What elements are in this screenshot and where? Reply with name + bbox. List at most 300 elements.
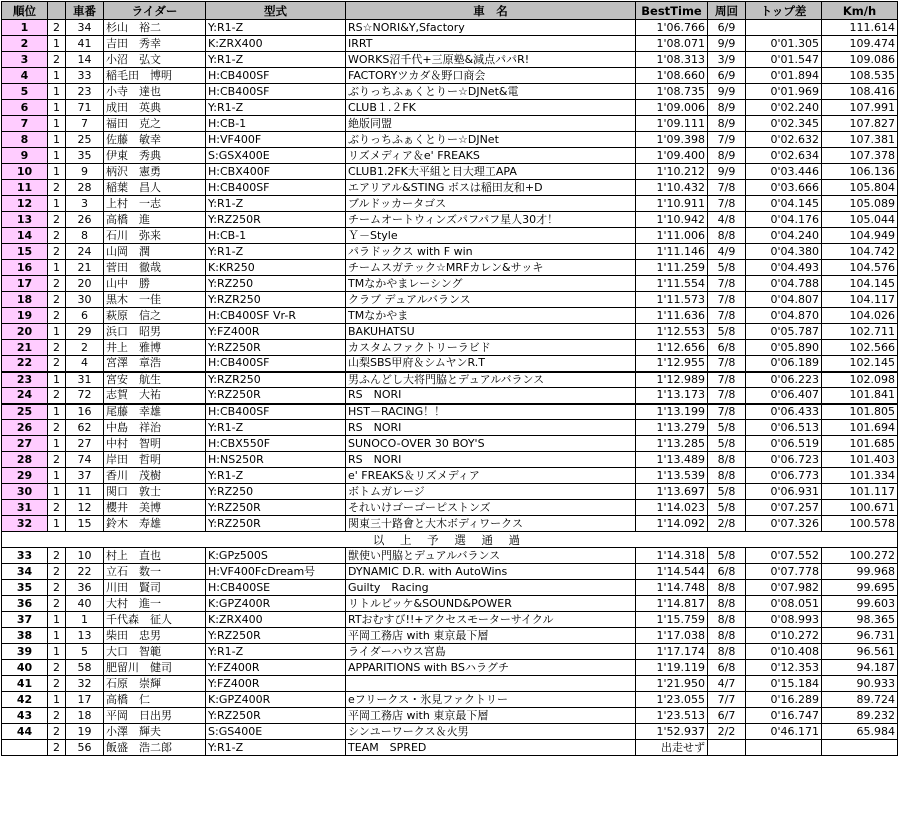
rider-cell: 福田 克之: [104, 116, 206, 132]
number-cell: 40: [66, 596, 104, 612]
speed-cell: 104.576: [822, 260, 898, 276]
gap-cell: 0'07.778: [746, 564, 822, 580]
gap-cell: [746, 740, 822, 756]
rider-cell: 杉山 裕二: [104, 20, 206, 36]
rider-cell: 中村 智明: [104, 436, 206, 452]
model-cell: Y:R1-Z: [206, 20, 346, 36]
speed-cell: 102.711: [822, 324, 898, 340]
best-time-cell: 1'08.313: [636, 52, 708, 68]
position-cell: 8: [2, 132, 48, 148]
results-table: [1, 1, 898, 756]
class-cell: 2: [48, 356, 66, 372]
team-cell: TEAM SPRED: [346, 740, 636, 756]
number-cell: 58: [66, 660, 104, 676]
table-row: [2, 404, 898, 420]
class-cell: 2: [48, 596, 66, 612]
number-cell: 19: [66, 724, 104, 740]
model-cell: H:VF400F: [206, 132, 346, 148]
model-cell: H:CB-1: [206, 116, 346, 132]
table-row: [2, 692, 898, 708]
number-cell: 30: [66, 292, 104, 308]
class-cell: 2: [48, 740, 66, 756]
table-row: [2, 84, 898, 100]
speed-cell: 101.334: [822, 468, 898, 484]
model-cell: Y:RZ250R: [206, 340, 346, 356]
header-number: 車番: [66, 2, 104, 20]
header-rider: ライダー: [104, 2, 206, 20]
model-cell: S:GS400E: [206, 724, 346, 740]
position-cell: 33: [2, 548, 48, 564]
laps-cell: 8/8: [708, 596, 746, 612]
gap-cell: 0'04.380: [746, 244, 822, 260]
laps-cell: 5/8: [708, 420, 746, 436]
best-time-cell: 1'08.660: [636, 68, 708, 84]
header-speed: Km/h: [822, 2, 898, 20]
best-time-cell: 1'11.146: [636, 244, 708, 260]
speed-cell: 106.136: [822, 164, 898, 180]
class-cell: 2: [48, 52, 66, 68]
gap-cell: 0'16.747: [746, 708, 822, 724]
laps-cell: 4/9: [708, 244, 746, 260]
speed-cell: 107.378: [822, 148, 898, 164]
gap-cell: 0'07.552: [746, 548, 822, 564]
rider-cell: 飯盛 浩二郎: [104, 740, 206, 756]
model-cell: Y:FZ400R: [206, 676, 346, 692]
model-cell: Y:RZ250R: [206, 628, 346, 644]
class-cell: 1: [48, 132, 66, 148]
rider-cell: 石原 崇輝: [104, 676, 206, 692]
gap-cell: 0'10.408: [746, 644, 822, 660]
class-cell: 1: [48, 116, 66, 132]
number-cell: 6: [66, 308, 104, 324]
model-cell: K:ZRX400: [206, 36, 346, 52]
rider-cell: 菅田 徹哉: [104, 260, 206, 276]
position-cell: 9: [2, 148, 48, 164]
laps-cell: 7/7: [708, 692, 746, 708]
class-cell: 1: [48, 196, 66, 212]
team-cell: ぶりっちふぁくとりー☆DJNet&電: [346, 84, 636, 100]
table-row: [2, 340, 898, 356]
gap-cell: 0'04.240: [746, 228, 822, 244]
position-cell: 1: [2, 20, 48, 36]
best-time-cell: 1'17.038: [636, 628, 708, 644]
position-cell: 11: [2, 180, 48, 196]
position-cell: 12: [2, 196, 48, 212]
team-cell: eフリークス・氷見ファクトリー: [346, 692, 636, 708]
number-cell: 29: [66, 324, 104, 340]
model-cell: H:CB400SF: [206, 404, 346, 420]
gap-cell: 0'06.773: [746, 468, 822, 484]
rider-cell: 吉田 秀幸: [104, 36, 206, 52]
class-cell: 2: [48, 340, 66, 356]
rider-cell: 肥留川 健司: [104, 660, 206, 676]
best-time-cell: 1'52.937: [636, 724, 708, 740]
position-cell: 4: [2, 68, 48, 84]
speed-cell: 109.474: [822, 36, 898, 52]
number-cell: 20: [66, 276, 104, 292]
model-cell: K:ZRX400: [206, 612, 346, 628]
team-cell: チームスガテック☆MRFカレン&サッキ: [346, 260, 636, 276]
rider-cell: 鈴木 寿雄: [104, 516, 206, 532]
gap-cell: 0'01.894: [746, 68, 822, 84]
table-row: [2, 420, 898, 436]
speed-cell: 99.695: [822, 580, 898, 596]
rider-cell: 石川 弥来: [104, 228, 206, 244]
number-cell: 14: [66, 52, 104, 68]
class-cell: 1: [48, 692, 66, 708]
model-cell: H:CBX400F: [206, 164, 346, 180]
rider-cell: 櫻井 美博: [104, 500, 206, 516]
class-cell: 2: [48, 500, 66, 516]
gap-cell: 0'01.547: [746, 52, 822, 68]
rider-cell: 山中 勝: [104, 276, 206, 292]
class-cell: 1: [48, 164, 66, 180]
number-cell: 11: [66, 484, 104, 500]
gap-cell: 0'04.788: [746, 276, 822, 292]
best-time-cell: 1'10.432: [636, 180, 708, 196]
model-cell: Y:FZ400R: [206, 660, 346, 676]
gap-cell: 0'04.145: [746, 196, 822, 212]
position-cell: 3: [2, 52, 48, 68]
model-cell: Y:RZR250: [206, 372, 346, 388]
header-row: [2, 2, 898, 20]
rider-cell: 黒木 一佳: [104, 292, 206, 308]
position-cell: 13: [2, 212, 48, 228]
number-cell: 2: [66, 340, 104, 356]
best-time-cell: 1'12.656: [636, 340, 708, 356]
gap-cell: 0'16.289: [746, 692, 822, 708]
speed-cell: 90.933: [822, 676, 898, 692]
best-time-cell: 1'14.023: [636, 500, 708, 516]
position-cell: 28: [2, 452, 48, 468]
number-cell: 31: [66, 372, 104, 388]
speed-cell: 94.187: [822, 660, 898, 676]
number-cell: 16: [66, 404, 104, 420]
position-cell: 30: [2, 484, 48, 500]
speed-cell: 105.804: [822, 180, 898, 196]
team-cell: それいけゴーゴーピストンズ: [346, 500, 636, 516]
laps-cell: 5/8: [708, 484, 746, 500]
laps-cell: 6/9: [708, 68, 746, 84]
position-cell: 32: [2, 516, 48, 532]
speed-cell: 107.381: [822, 132, 898, 148]
best-time-cell: 1'21.950: [636, 676, 708, 692]
position-cell: 29: [2, 468, 48, 484]
laps-cell: 4/8: [708, 212, 746, 228]
table-row: [2, 260, 898, 276]
team-cell: CLUB1.2FK大平組と日大理工APA: [346, 164, 636, 180]
best-time-cell: 1'10.911: [636, 196, 708, 212]
class-cell: 2: [48, 420, 66, 436]
team-cell: 関東三十路會と大木ボディワークス: [346, 516, 636, 532]
gap-cell: 0'02.345: [746, 116, 822, 132]
number-cell: 24: [66, 244, 104, 260]
rider-cell: 小沼 弘文: [104, 52, 206, 68]
rider-cell: 宮安 航生: [104, 372, 206, 388]
number-cell: 37: [66, 468, 104, 484]
speed-cell: 98.365: [822, 612, 898, 628]
laps-cell: 7/8: [708, 180, 746, 196]
class-cell: 1: [48, 436, 66, 452]
table-row: [2, 708, 898, 724]
number-cell: 32: [66, 676, 104, 692]
laps-cell: 7/8: [708, 388, 746, 404]
gap-cell: 0'06.519: [746, 436, 822, 452]
best-time-cell: 1'13.489: [636, 452, 708, 468]
gap-cell: 0'06.223: [746, 372, 822, 388]
class-cell: 2: [48, 660, 66, 676]
table-body: [2, 20, 898, 756]
table-row: [2, 500, 898, 516]
class-cell: 1: [48, 484, 66, 500]
table-row: [2, 388, 898, 404]
model-cell: Y:RZ250R: [206, 500, 346, 516]
best-time-cell: 1'12.989: [636, 372, 708, 388]
number-cell: 71: [66, 100, 104, 116]
speed-cell: 100.272: [822, 548, 898, 564]
position-cell: 35: [2, 580, 48, 596]
table-row: [2, 580, 898, 596]
table-row: [2, 100, 898, 116]
gap-cell: 0'02.240: [746, 100, 822, 116]
class-cell: 2: [48, 244, 66, 260]
rider-cell: 柴田 忠男: [104, 628, 206, 644]
class-cell: 1: [48, 100, 66, 116]
position-cell: 10: [2, 164, 48, 180]
table-row: [2, 644, 898, 660]
laps-cell: 7/8: [708, 372, 746, 388]
team-cell: [346, 676, 636, 692]
model-cell: Y:RZ250R: [206, 212, 346, 228]
model-cell: Y:RZ250R: [206, 388, 346, 404]
model-cell: K:KR250: [206, 260, 346, 276]
model-cell: K:GPZ400R: [206, 692, 346, 708]
best-time-cell: 1'13.285: [636, 436, 708, 452]
team-cell: RS☆NORI&Y,Sfactory: [346, 20, 636, 36]
rider-cell: 成田 英典: [104, 100, 206, 116]
number-cell: 22: [66, 564, 104, 580]
position-cell: 17: [2, 276, 48, 292]
rider-cell: 高橋 進: [104, 212, 206, 228]
rider-cell: 志賀 大祐: [104, 388, 206, 404]
laps-cell: 9/9: [708, 164, 746, 180]
team-cell: Guilty Racing: [346, 580, 636, 596]
model-cell: H:CB400SF Vr-R: [206, 308, 346, 324]
team-cell: 絶版同盟: [346, 116, 636, 132]
laps-cell: 2/8: [708, 516, 746, 532]
speed-cell: 96.561: [822, 644, 898, 660]
position-cell: 21: [2, 340, 48, 356]
speed-cell: 102.098: [822, 372, 898, 388]
laps-cell: [708, 740, 746, 756]
rider-cell: 高橋 仁: [104, 692, 206, 708]
team-cell: パラドックス with F win: [346, 244, 636, 260]
table-row: [2, 628, 898, 644]
team-cell: 平岡工務店 with 東京最下層: [346, 708, 636, 724]
position-cell: 14: [2, 228, 48, 244]
laps-cell: 4/7: [708, 676, 746, 692]
table-row: [2, 452, 898, 468]
table-row: [2, 740, 898, 756]
best-time-cell: 1'13.697: [636, 484, 708, 500]
speed-cell: 89.232: [822, 708, 898, 724]
number-cell: 33: [66, 68, 104, 84]
number-cell: 25: [66, 132, 104, 148]
position-cell: 38: [2, 628, 48, 644]
team-cell: IRRT: [346, 36, 636, 52]
model-cell: Y:RZ250R: [206, 516, 346, 532]
team-cell: ライダーハウス宮島: [346, 644, 636, 660]
gap-cell: 0'03.446: [746, 164, 822, 180]
number-cell: 74: [66, 452, 104, 468]
laps-cell: 8/8: [708, 468, 746, 484]
gap-cell: 0'06.723: [746, 452, 822, 468]
gap-cell: 0'03.666: [746, 180, 822, 196]
gap-cell: 0'06.407: [746, 388, 822, 404]
speed-cell: 104.026: [822, 308, 898, 324]
speed-cell: [822, 740, 898, 756]
gap-cell: 0'12.353: [746, 660, 822, 676]
position-cell: 20: [2, 324, 48, 340]
position-cell: 22: [2, 356, 48, 372]
model-cell: K:GPz500S: [206, 548, 346, 564]
table-row: [2, 548, 898, 564]
speed-cell: 108.416: [822, 84, 898, 100]
class-cell: 2: [48, 548, 66, 564]
best-time-cell: 1'12.553: [636, 324, 708, 340]
speed-cell: 101.841: [822, 388, 898, 404]
model-cell: H:CB400SF: [206, 68, 346, 84]
best-time-cell: 1'11.573: [636, 292, 708, 308]
table-row: [2, 164, 898, 180]
class-cell: 2: [48, 452, 66, 468]
rider-cell: 上村 一志: [104, 196, 206, 212]
qualify-divider-row: [2, 532, 898, 548]
laps-cell: 6/7: [708, 708, 746, 724]
best-time-cell: 1'13.279: [636, 420, 708, 436]
team-cell: 平岡工務店 with 東京最下層: [346, 628, 636, 644]
team-cell: ボトムガレージ: [346, 484, 636, 500]
best-time-cell: 1'13.173: [636, 388, 708, 404]
position-cell: 39: [2, 644, 48, 660]
position-cell: 15: [2, 244, 48, 260]
gap-cell: 0'08.051: [746, 596, 822, 612]
number-cell: 72: [66, 388, 104, 404]
team-cell: BAKUHATSU: [346, 324, 636, 340]
class-cell: 2: [48, 676, 66, 692]
team-cell: エアリアル&STING ボスは稲田友和+D: [346, 180, 636, 196]
model-cell: H:CB400SE: [206, 580, 346, 596]
table-row: [2, 276, 898, 292]
class-cell: 2: [48, 20, 66, 36]
model-cell: S:GSX400E: [206, 148, 346, 164]
number-cell: 23: [66, 84, 104, 100]
speed-cell: 105.089: [822, 196, 898, 212]
best-time-cell: 1'09.006: [636, 100, 708, 116]
position-cell: 34: [2, 564, 48, 580]
class-cell: 2: [48, 180, 66, 196]
table-row: [2, 356, 898, 372]
gap-cell: 0'07.257: [746, 500, 822, 516]
model-cell: H:CBX550F: [206, 436, 346, 452]
laps-cell: 5/8: [708, 500, 746, 516]
laps-cell: 3/9: [708, 52, 746, 68]
position-cell: 2: [2, 36, 48, 52]
speed-cell: 101.685: [822, 436, 898, 452]
class-cell: 2: [48, 228, 66, 244]
position-cell: 24: [2, 388, 48, 404]
model-cell: H:CB400SF: [206, 180, 346, 196]
position-cell: 26: [2, 420, 48, 436]
table-row: [2, 36, 898, 52]
table-row: [2, 516, 898, 532]
class-cell: 2: [48, 580, 66, 596]
rider-cell: 山岡 潤: [104, 244, 206, 260]
laps-cell: 9/9: [708, 36, 746, 52]
team-cell: WORKS沼千代+三原塾&減点パパR!: [346, 52, 636, 68]
gap-cell: 0'06.433: [746, 404, 822, 420]
speed-cell: 96.731: [822, 628, 898, 644]
team-cell: チームオートウィンズパフパフ星人30才！: [346, 212, 636, 228]
laps-cell: 5/8: [708, 436, 746, 452]
model-cell: Y:R1-Z: [206, 244, 346, 260]
position-cell: 5: [2, 84, 48, 100]
laps-cell: 9/9: [708, 84, 746, 100]
number-cell: 21: [66, 260, 104, 276]
rider-cell: 小澤 輝夫: [104, 724, 206, 740]
model-cell: H:NS250R: [206, 452, 346, 468]
best-time-cell: 1'23.055: [636, 692, 708, 708]
speed-cell: 105.044: [822, 212, 898, 228]
rider-cell: 立石 数一: [104, 564, 206, 580]
model-cell: H:VF400FcDream号: [206, 564, 346, 580]
table-row: [2, 324, 898, 340]
class-cell: 2: [48, 388, 66, 404]
class-cell: 1: [48, 372, 66, 388]
rider-cell: 佐藤 敏幸: [104, 132, 206, 148]
table-row: [2, 244, 898, 260]
team-cell: クラブ デュアルバランス: [346, 292, 636, 308]
laps-cell: 6/8: [708, 564, 746, 580]
position-cell: 16: [2, 260, 48, 276]
position-cell: 6: [2, 100, 48, 116]
speed-cell: 102.566: [822, 340, 898, 356]
speed-cell: 107.991: [822, 100, 898, 116]
model-cell: Y:R1-Z: [206, 196, 346, 212]
table-row: [2, 660, 898, 676]
team-cell: RS NORI: [346, 420, 636, 436]
gap-cell: 0'05.787: [746, 324, 822, 340]
laps-cell: 7/8: [708, 308, 746, 324]
class-cell: 2: [48, 708, 66, 724]
class-cell: 2: [48, 276, 66, 292]
team-cell: ぶりっちふぁくとりー☆DJNet: [346, 132, 636, 148]
laps-cell: 5/8: [708, 324, 746, 340]
best-time-cell: 1'10.942: [636, 212, 708, 228]
gap-cell: 0'06.931: [746, 484, 822, 500]
best-time-cell: 1'11.006: [636, 228, 708, 244]
position-cell: 42: [2, 692, 48, 708]
speed-cell: 65.984: [822, 724, 898, 740]
number-cell: 62: [66, 420, 104, 436]
laps-cell: 6/8: [708, 660, 746, 676]
class-cell: 1: [48, 36, 66, 52]
rider-cell: 岸田 哲明: [104, 452, 206, 468]
position-cell: 36: [2, 596, 48, 612]
number-cell: 41: [66, 36, 104, 52]
team-cell: e' FREAKS＆リズメディア: [346, 468, 636, 484]
laps-cell: 7/8: [708, 196, 746, 212]
